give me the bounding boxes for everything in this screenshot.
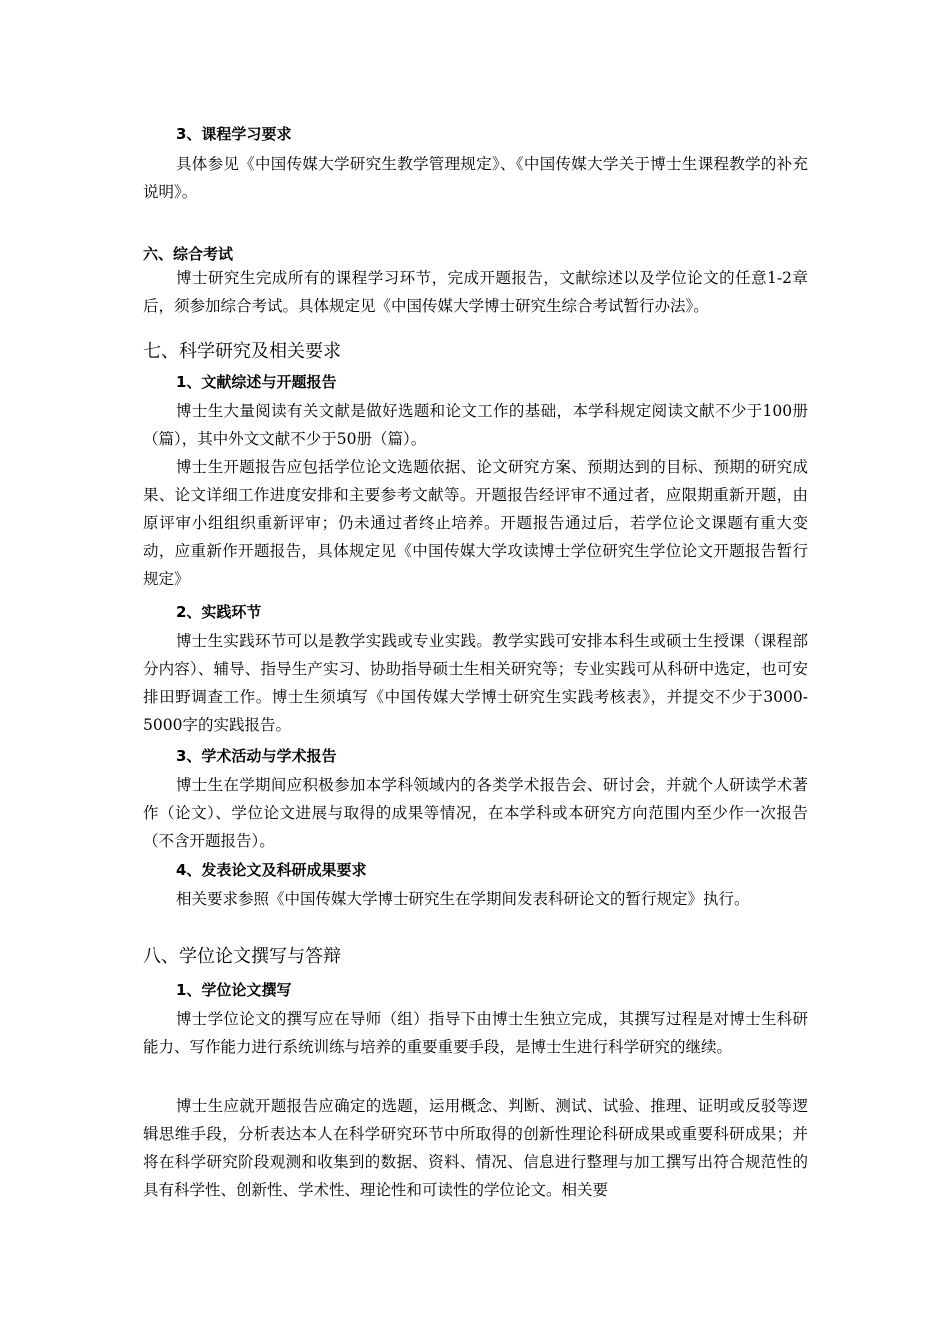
thesis-writing-paragraph-2: 博士生应就开题报告应确定的选题，运用概念、判断、测试、试验、推理、证明或反驳等逻辑思维手段，分析表达本人在科学研究环节中所取得的创新性理论科研成果或重要科研成果；并将在科学研究阶段观测和收集到的数据、资料、情况、信息进行整理与加工撰写出符合规范性的具有科学性、创新性、学术性、理论性和可读性的学位论文。相关要 — [143, 1097, 808, 1199]
course-requirements-paragraph: 具体参见《中国传媒大学研究生教学管理规定》、《中国传媒大学关于博士生课程教学的补充说明》。 — [143, 155, 808, 201]
comprehensive-exam-heading: 六、综合考试 — [143, 245, 234, 263]
research-requirements-heading: 七、科学研究及相关要求 — [143, 341, 341, 362]
practice-heading: 2、实践环节 — [176, 603, 262, 621]
publication-requirements-paragraph: 相关要求参照《中国传媒大学博士研究生在学期间发表科研论文的暂行规定》执行。 — [176, 890, 750, 908]
practice-paragraph: 博士生实践环节可以是教学实践或专业实践。教学实践可安排本科生或硕士生授课（课程部分内容）、辅导、指导生产实习、协助指导硕士生相关研究等；专业实践可从科研中选定，也可安排田野调查工作。博士生须填写《中国传媒大学博士研究生实践考核表》，并提交不少于3000-5000字的实践报告。 — [143, 632, 808, 734]
literature-review-paragraph-2: 博士生开题报告应包括学位论文选题依据、论文研究方案、预期达到的目标、预期的研究成果、论文详细工作进度安排和主要参考文献等。开题报告经评审不通过者，应限期重新开题，由原评审小组组织重新评审；仍未通过者终止培养。开题报告通过后，若学位论文课题有重大变动，应重新作开题报告，具体规定见《中国传媒大学攻读博士学位研究生学位论文开题报告暂行规定》 — [143, 458, 808, 588]
course-requirements-heading: 3、课程学习要求 — [176, 125, 292, 143]
thesis-writing-paragraph-1: 博士学位论文的撰写应在导师（组）指导下由博士生独立完成，其撰写过程是对博士生科研能力、写作能力进行系统训练与培养的重要重要手段，是博士生进行科学研究的继续。 — [143, 1010, 808, 1056]
literature-review-paragraph-1: 博士生大量阅读有关文献是做好选题和论文工作的基础，本学科规定阅读文献不少于100册（篇），其中外文文献不少于50册（篇）。 — [143, 402, 808, 448]
academic-activities-paragraph: 博士生在学期间应积极参加本学科领域内的各类学术报告会、研讨会，并就个人研读学术著作（论文）、学位论文进展与取得的成果等情况，在本学科或本研究方向范围内至少作一次报告（不含开题报告）。 — [143, 776, 808, 850]
literature-review-heading: 1、文献综述与开题报告 — [176, 373, 337, 391]
comprehensive-exam-paragraph: 博士研究生完成所有的课程学习环节，完成开题报告，文献综述以及学位论文的任意1-2章后，须参加综合考试。具体规定见《中国传媒大学博士研究生综合考试暂行办法》。 — [143, 269, 808, 315]
thesis-writing-heading: 1、学位论文撰写 — [176, 981, 292, 999]
thesis-writing-defense-heading: 八、学位论文撰写与答辩 — [143, 946, 341, 967]
publication-requirements-heading: 4、发表论文及科研成果要求 — [176, 861, 367, 879]
academic-activities-heading: 3、学术活动与学术报告 — [176, 747, 337, 765]
